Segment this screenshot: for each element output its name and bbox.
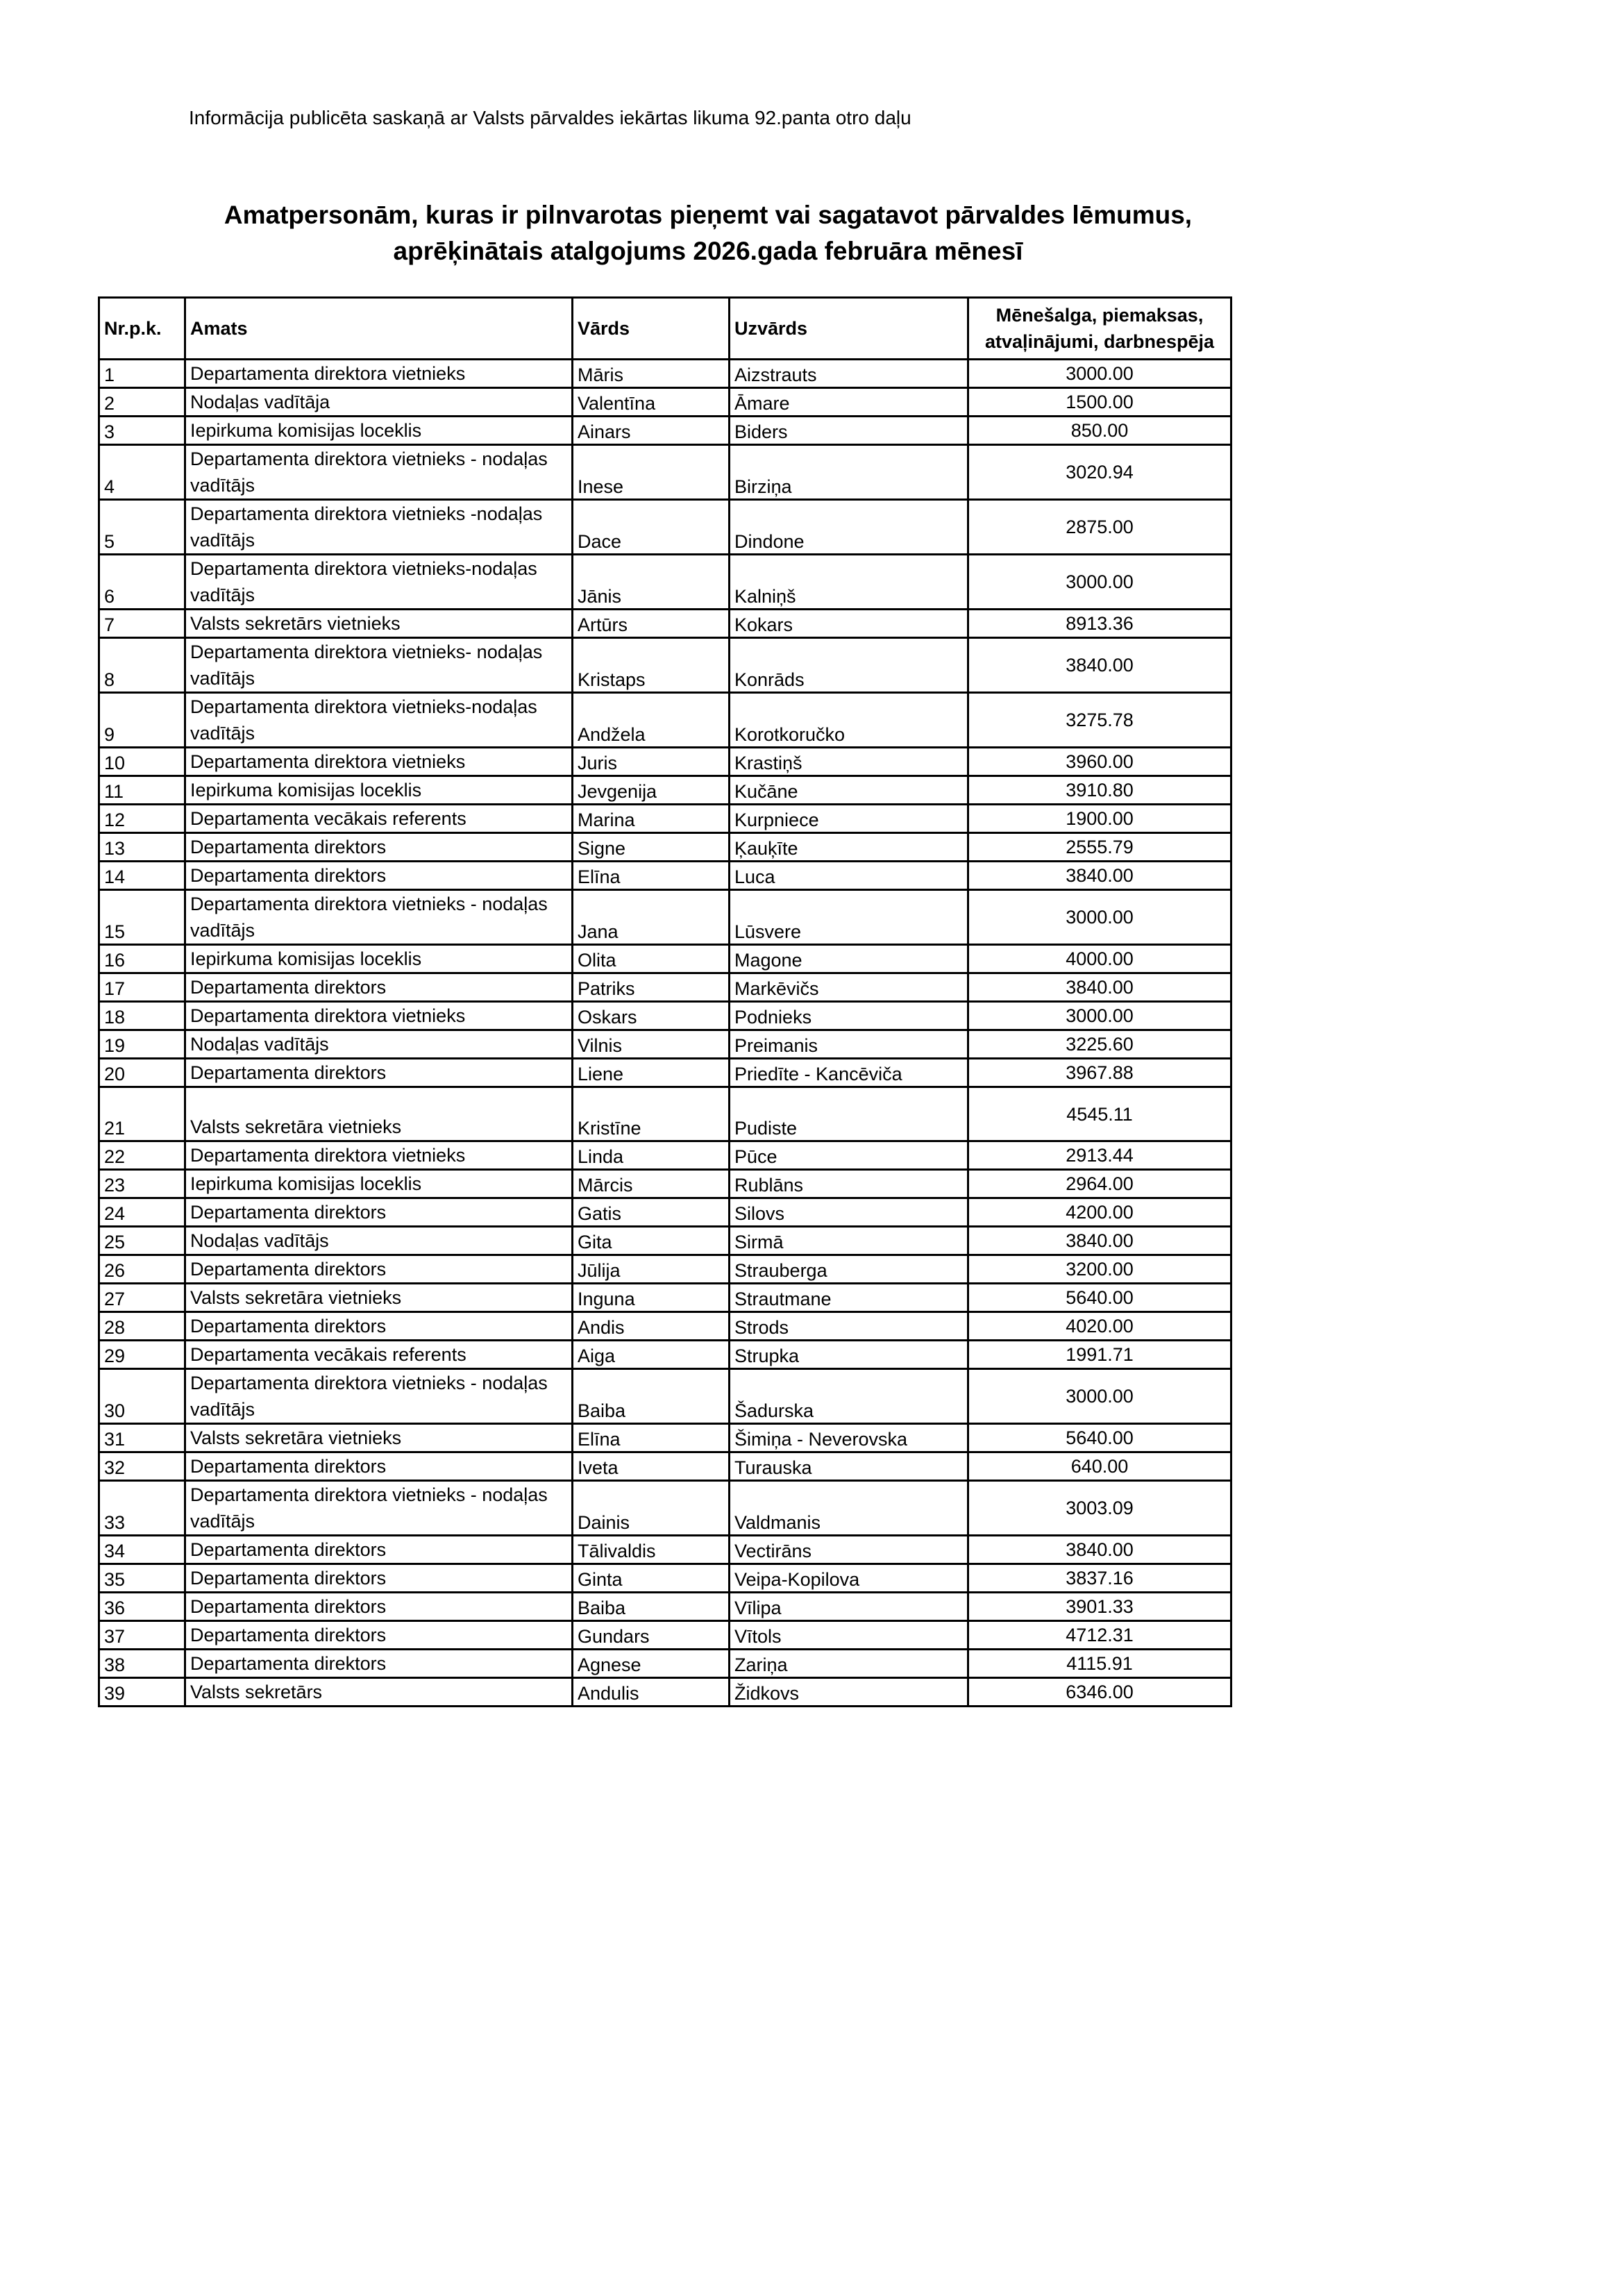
cell-last-name: Kokars [730, 610, 968, 638]
table-row [99, 1650, 1231, 1678]
cell-pay: 4545.11 [968, 1087, 1231, 1141]
title-line-1: Amatpersonām, kuras ir pilnvarotas pieņemt vai sagatavot pārvaldes lēmumus, [224, 201, 1193, 229]
table-row [99, 945, 1231, 973]
cell-first-name: Patriks [573, 973, 730, 1002]
cell-last-name: Sirmā [730, 1227, 968, 1255]
cell-nr: 30 [99, 1369, 185, 1424]
cell-nr: 21 [99, 1087, 185, 1141]
cell-first-name: Jānis [573, 555, 730, 610]
cell-nr: 37 [99, 1621, 185, 1650]
table-header-row [99, 298, 1231, 360]
cell-pay: 5640.00 [968, 1424, 1231, 1452]
cell-last-name: Ķauķīte [730, 833, 968, 862]
cell-last-name: Silovs [730, 1198, 968, 1227]
cell-last-name: Korotkoručko [730, 693, 968, 748]
table-row [99, 1481, 1231, 1536]
cell-pay: 3837.16 [968, 1564, 1231, 1593]
table-row [99, 1593, 1231, 1621]
cell-nr: 13 [99, 833, 185, 862]
cell-pay: 4020.00 [968, 1312, 1231, 1341]
cell-first-name: Ginta [573, 1564, 730, 1593]
cell-nr: 5 [99, 500, 185, 555]
cell-last-name: Aizstrauts [730, 360, 968, 388]
cell-position: Nodaļas vadītājs [185, 1030, 573, 1059]
cell-nr: 14 [99, 862, 185, 890]
cell-pay: 1991.71 [968, 1341, 1231, 1369]
cell-pay: 4000.00 [968, 945, 1231, 973]
cell-nr: 23 [99, 1170, 185, 1198]
cell-nr: 28 [99, 1312, 185, 1341]
cell-pay: 1500.00 [968, 388, 1231, 417]
cell-position: Departamenta direktora vietnieks - nodaļas vadītājs [185, 890, 573, 945]
cell-last-name: Birziņa [730, 445, 968, 500]
table-row [99, 890, 1231, 945]
cell-first-name: Juris [573, 748, 730, 776]
cell-first-name: Mārcis [573, 1170, 730, 1198]
cell-position: Valsts sekretāra vietnieks [185, 1087, 573, 1141]
header-note: Informācija publicēta saskaņā ar Valsts pārvaldes iekārtas likuma 92.panta otro daļu [189, 107, 911, 128]
cell-first-name: Māris [573, 360, 730, 388]
cell-position: Iepirkuma komisijas loceklis [185, 945, 573, 973]
cell-position: Departamenta direktors [185, 1621, 573, 1650]
cell-pay: 3910.80 [968, 776, 1231, 805]
table-row [99, 360, 1231, 388]
cell-last-name: Podnieks [730, 1002, 968, 1030]
cell-last-name: Strautmane [730, 1284, 968, 1312]
cell-pay: 3967.88 [968, 1059, 1231, 1087]
cell-last-name: Šimiņa - Neverovska [730, 1424, 968, 1452]
cell-last-name: Magone [730, 945, 968, 973]
cell-pay: 3000.00 [968, 555, 1231, 610]
table-row [99, 500, 1231, 555]
cell-position: Departamenta direktors [185, 833, 573, 862]
column-header-first-name: Vārds [573, 298, 730, 360]
cell-last-name: Kučāne [730, 776, 968, 805]
cell-nr: 7 [99, 610, 185, 638]
column-header-pay-line-2: atvaļinājumi, darbnespēja [984, 331, 1215, 352]
cell-position: Departamenta direktors [185, 1593, 573, 1621]
cell-last-name: Šadurska [730, 1369, 968, 1424]
table-row [99, 1678, 1231, 1707]
table-row [99, 748, 1231, 776]
cell-pay: 3200.00 [968, 1255, 1231, 1284]
cell-last-name: Kalniņš [730, 555, 968, 610]
table-row [99, 1087, 1231, 1141]
cell-first-name: Dainis [573, 1481, 730, 1536]
cell-position: Departamenta direktora vietnieks - nodaļas vadītājs [185, 1369, 573, 1424]
cell-pay: 8913.36 [968, 610, 1231, 638]
table-row [99, 1424, 1231, 1452]
cell-last-name: Strauberga [730, 1255, 968, 1284]
cell-pay: 3020.94 [968, 445, 1231, 500]
cell-pay: 3225.60 [968, 1030, 1231, 1059]
cell-last-name: Valdmanis [730, 1481, 968, 1536]
cell-nr: 3 [99, 417, 185, 445]
cell-position: Departamenta direktora vietnieks - nodaļas vadītājs [185, 1481, 573, 1536]
cell-last-name: Židkovs [730, 1678, 968, 1707]
cell-nr: 4 [99, 445, 185, 500]
cell-first-name: Linda [573, 1141, 730, 1170]
table-row [99, 638, 1231, 693]
cell-last-name: Pudiste [730, 1087, 968, 1141]
cell-pay: 2875.00 [968, 500, 1231, 555]
cell-pay: 3000.00 [968, 1002, 1231, 1030]
cell-last-name: Lūsvere [730, 890, 968, 945]
cell-nr: 22 [99, 1141, 185, 1170]
cell-position: Departamenta direktors [185, 1255, 573, 1284]
cell-nr: 27 [99, 1284, 185, 1312]
cell-position: Departamenta direktors [185, 1650, 573, 1678]
cell-first-name: Kristīne [573, 1087, 730, 1141]
table-row [99, 417, 1231, 445]
cell-first-name: Gita [573, 1227, 730, 1255]
table-row [99, 833, 1231, 862]
cell-nr: 31 [99, 1424, 185, 1452]
cell-position: Departamenta direktora vietnieks [185, 748, 573, 776]
cell-nr: 9 [99, 693, 185, 748]
column-header-pay-line-1: Mēnešalga, piemaksas, [995, 305, 1204, 326]
cell-pay: 3275.78 [968, 693, 1231, 748]
cell-nr: 38 [99, 1650, 185, 1678]
cell-pay: 2913.44 [968, 1141, 1231, 1170]
cell-position: Departamenta direktors [185, 862, 573, 890]
cell-first-name: Elīna [573, 1424, 730, 1452]
cell-nr: 25 [99, 1227, 185, 1255]
cell-first-name: Ainars [573, 417, 730, 445]
cell-position: Departamenta vecākais referents [185, 805, 573, 833]
cell-first-name: Jana [573, 890, 730, 945]
table-row [99, 1341, 1231, 1369]
table-row [99, 1002, 1231, 1030]
cell-position: Nodaļas vadītājs [185, 1227, 573, 1255]
cell-position: Departamenta direktora vietnieks-nodaļas vadītājs [185, 555, 573, 610]
cell-last-name: Vectirāns [730, 1536, 968, 1564]
cell-last-name: Pūce [730, 1141, 968, 1170]
column-header-pay [968, 298, 1231, 360]
table-row [99, 1621, 1231, 1650]
cell-nr: 19 [99, 1030, 185, 1059]
cell-first-name: Aiga [573, 1341, 730, 1369]
table-body [99, 360, 1231, 1707]
cell-nr: 33 [99, 1481, 185, 1536]
table-row [99, 1059, 1231, 1087]
cell-first-name: Dace [573, 500, 730, 555]
cell-first-name: Gatis [573, 1198, 730, 1227]
table-row [99, 388, 1231, 417]
page-title [97, 197, 1319, 269]
cell-first-name: Kristaps [573, 638, 730, 693]
cell-position: Departamenta direktors [185, 1536, 573, 1564]
cell-position: Departamenta vecākais referents [185, 1341, 573, 1369]
cell-position: Departamenta direktora vietnieks -nodaļas vadītājs [185, 500, 573, 555]
cell-position: Valsts sekretārs [185, 1678, 573, 1707]
cell-nr: 15 [99, 890, 185, 945]
table-row [99, 693, 1231, 748]
cell-last-name: Luca [730, 862, 968, 890]
cell-last-name: Vīlipa [730, 1593, 968, 1621]
cell-first-name: Inguna [573, 1284, 730, 1312]
table-row [99, 973, 1231, 1002]
cell-pay: 4115.91 [968, 1650, 1231, 1678]
table-row [99, 776, 1231, 805]
cell-last-name: Markēvičs [730, 973, 968, 1002]
cell-position: Iepirkuma komisijas loceklis [185, 1170, 573, 1198]
cell-last-name: Āmare [730, 388, 968, 417]
cell-pay: 3003.09 [968, 1481, 1231, 1536]
cell-last-name: Turauska [730, 1452, 968, 1481]
table-row [99, 1369, 1231, 1424]
cell-last-name: Krastiņš [730, 748, 968, 776]
table-row [99, 445, 1231, 500]
cell-position: Departamenta direktora vietnieks [185, 1141, 573, 1170]
cell-nr: 29 [99, 1341, 185, 1369]
cell-pay: 3960.00 [968, 748, 1231, 776]
cell-first-name: Agnese [573, 1650, 730, 1678]
cell-position: Departamenta direktors [185, 1198, 573, 1227]
cell-position: Departamenta direktora vietnieks-nodaļas vadītājs [185, 693, 573, 748]
cell-last-name: Dindone [730, 500, 968, 555]
cell-first-name: Baiba [573, 1593, 730, 1621]
cell-first-name: Baiba [573, 1369, 730, 1424]
salary-table [98, 296, 1232, 1707]
cell-pay: 6346.00 [968, 1678, 1231, 1707]
cell-last-name: Zariņa [730, 1650, 968, 1678]
cell-pay: 3000.00 [968, 890, 1231, 945]
cell-pay: 3840.00 [968, 973, 1231, 1002]
cell-position: Departamenta direktora vietnieks - nodaļas vadītājs [185, 445, 573, 500]
cell-position: Iepirkuma komisijas loceklis [185, 417, 573, 445]
cell-nr: 12 [99, 805, 185, 833]
cell-nr: 6 [99, 555, 185, 610]
cell-nr: 1 [99, 360, 185, 388]
table-row [99, 1536, 1231, 1564]
cell-first-name: Jevgenija [573, 776, 730, 805]
cell-nr: 8 [99, 638, 185, 693]
table-row [99, 555, 1231, 610]
table-row [99, 1312, 1231, 1341]
cell-last-name: Veipa-Kopilova [730, 1564, 968, 1593]
cell-position: Departamenta direktora vietnieks [185, 360, 573, 388]
cell-nr: 32 [99, 1452, 185, 1481]
table-row [99, 610, 1231, 638]
cell-first-name: Iveta [573, 1452, 730, 1481]
cell-last-name: Kurpniece [730, 805, 968, 833]
cell-last-name: Strupka [730, 1341, 968, 1369]
cell-pay: 3840.00 [968, 1536, 1231, 1564]
cell-nr: 35 [99, 1564, 185, 1593]
title-line-2: aprēķinātais atalgojums 2026.gada februāra mēnesī [393, 237, 1023, 265]
table-row [99, 1198, 1231, 1227]
cell-pay: 2555.79 [968, 833, 1231, 862]
cell-nr: 36 [99, 1593, 185, 1621]
table-row [99, 1564, 1231, 1593]
column-header-nr: Nr.p.k. [99, 298, 185, 360]
table-row [99, 1030, 1231, 1059]
column-header-position: Amats [185, 298, 573, 360]
cell-first-name: Andis [573, 1312, 730, 1341]
cell-first-name: Liene [573, 1059, 730, 1087]
cell-first-name: Valentīna [573, 388, 730, 417]
cell-position: Departamenta direktora vietnieks [185, 1002, 573, 1030]
cell-nr: 18 [99, 1002, 185, 1030]
cell-nr: 34 [99, 1536, 185, 1564]
cell-last-name: Priedīte - Kancēviča [730, 1059, 968, 1087]
cell-position: Departamenta direktors [185, 1452, 573, 1481]
cell-pay: 3840.00 [968, 638, 1231, 693]
table-row [99, 862, 1231, 890]
cell-position: Departamenta direktors [185, 1312, 573, 1341]
cell-first-name: Olita [573, 945, 730, 973]
cell-pay: 2964.00 [968, 1170, 1231, 1198]
cell-nr: 26 [99, 1255, 185, 1284]
cell-first-name: Jūlija [573, 1255, 730, 1284]
cell-pay: 640.00 [968, 1452, 1231, 1481]
cell-nr: 24 [99, 1198, 185, 1227]
cell-pay: 3840.00 [968, 1227, 1231, 1255]
cell-nr: 2 [99, 388, 185, 417]
cell-nr: 10 [99, 748, 185, 776]
cell-position: Departamenta direktors [185, 973, 573, 1002]
cell-pay: 850.00 [968, 417, 1231, 445]
cell-first-name: Elīna [573, 862, 730, 890]
cell-last-name: Rublāns [730, 1170, 968, 1198]
cell-last-name: Preimanis [730, 1030, 968, 1059]
cell-pay: 4712.31 [968, 1621, 1231, 1650]
table-row [99, 1452, 1231, 1481]
cell-first-name: Oskars [573, 1002, 730, 1030]
table-row [99, 1227, 1231, 1255]
table-row [99, 1255, 1231, 1284]
cell-position: Departamenta direktora vietnieks- nodaļas vadītājs [185, 638, 573, 693]
cell-nr: 11 [99, 776, 185, 805]
cell-pay: 4200.00 [968, 1198, 1231, 1227]
cell-position: Departamenta direktors [185, 1564, 573, 1593]
column-header-last-name: Uzvārds [730, 298, 968, 360]
cell-first-name: Gundars [573, 1621, 730, 1650]
cell-position: Valsts sekretāra vietnieks [185, 1424, 573, 1452]
cell-pay: 5640.00 [968, 1284, 1231, 1312]
cell-first-name: Inese [573, 445, 730, 500]
cell-position: Nodaļas vadītāja [185, 388, 573, 417]
cell-last-name: Vītols [730, 1621, 968, 1650]
cell-pay: 3000.00 [968, 360, 1231, 388]
cell-first-name: Marina [573, 805, 730, 833]
table-row [99, 1284, 1231, 1312]
table-row [99, 1141, 1231, 1170]
cell-nr: 20 [99, 1059, 185, 1087]
cell-first-name: Signe [573, 833, 730, 862]
cell-position: Valsts sekretāra vietnieks [185, 1284, 573, 1312]
cell-position: Iepirkuma komisijas loceklis [185, 776, 573, 805]
cell-nr: 16 [99, 945, 185, 973]
cell-pay: 3000.00 [968, 1369, 1231, 1424]
cell-first-name: Tālivaldis [573, 1536, 730, 1564]
cell-position: Valsts sekretārs vietnieks [185, 610, 573, 638]
cell-pay: 3840.00 [968, 862, 1231, 890]
cell-nr: 39 [99, 1678, 185, 1707]
cell-pay: 3901.33 [968, 1593, 1231, 1621]
table-row [99, 805, 1231, 833]
table-row [99, 1170, 1231, 1198]
cell-nr: 17 [99, 973, 185, 1002]
cell-first-name: Artūrs [573, 610, 730, 638]
cell-last-name: Biders [730, 417, 968, 445]
cell-first-name: Vilnis [573, 1030, 730, 1059]
cell-last-name: Konrāds [730, 638, 968, 693]
cell-pay: 1900.00 [968, 805, 1231, 833]
cell-last-name: Strods [730, 1312, 968, 1341]
cell-position: Departamenta direktors [185, 1059, 573, 1087]
cell-first-name: Andulis [573, 1678, 730, 1707]
cell-first-name: Andžela [573, 693, 730, 748]
